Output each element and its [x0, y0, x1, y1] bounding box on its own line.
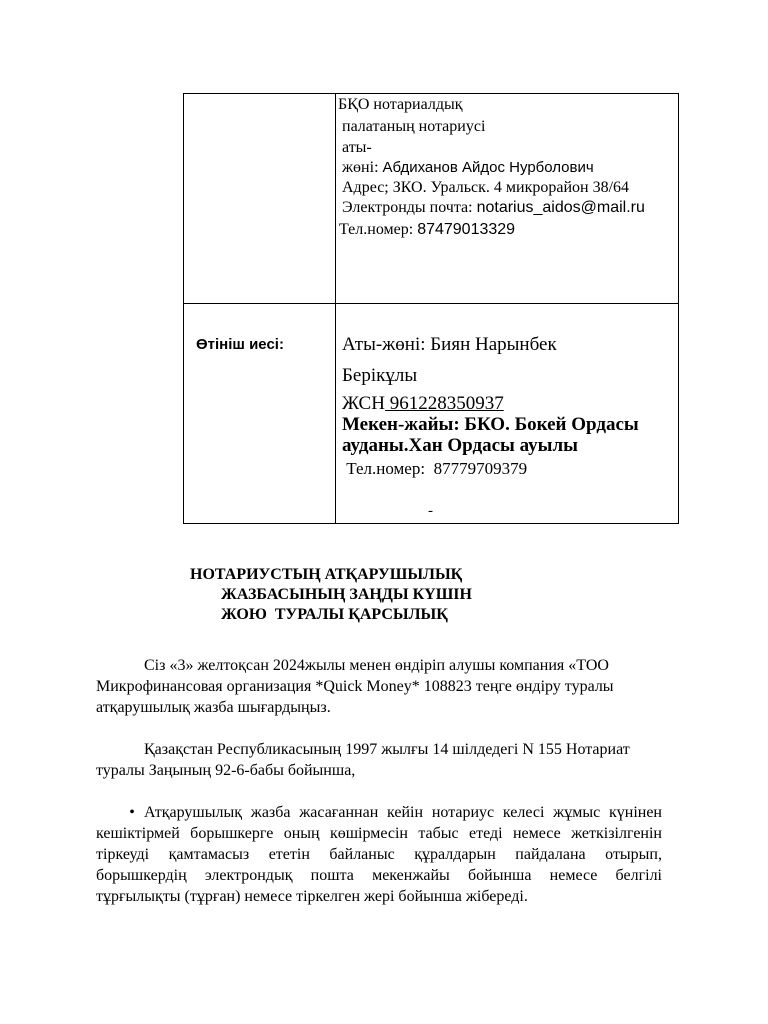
title-line1: НОТАРИУСТЫҢ АТҚАРУШЫЛЫҚ: [190, 566, 463, 583]
notary-title-line: палатаның нотариусі: [342, 118, 486, 135]
document-title: [190, 565, 550, 625]
applicant-label: Өтініш иесі:: [196, 336, 284, 353]
applicant-dash: -: [428, 503, 433, 519]
bullet-symbol: •: [129, 804, 135, 821]
header-table: [183, 93, 679, 524]
title-line2: ЖАЗБАСЫНЫҢ ЗАҢДЫ КҮШІН: [221, 586, 472, 603]
bullet-item: [96, 802, 662, 907]
applicant-name-line2: Берікұлы: [342, 365, 418, 386]
applicant-address-line1: Мекен-жайы: БКО. Бокей Ордасы: [342, 414, 639, 435]
bullet-text: Атқарушылық жазба жасағаннан кейін нотариус келесі жұмыс күнінен кешіктірмей борышкерге оның көшірмесін табыс етеді немесе жеткізілгенін тіркеуді қамтамасыз ететін байланыс құралдарын пайдалана отырып, борышкердің электрондық пошта мекенжайы бойынша немесе белгілі тұрғылықты (тұрған) немесе тіркелген жері бойынша жібереді.: [96, 804, 662, 905]
notary-name-label: жөні:: [342, 159, 383, 176]
applicant-iin-value: 961228350937: [384, 393, 504, 414]
applicant-address-line2: ауданы.Хан Ордасы ауылы: [342, 435, 578, 456]
notary-phone-value: 87479013329: [417, 221, 516, 238]
table-column-divider: [335, 94, 336, 523]
applicant-phone: Тел.номер: 87779709379: [342, 459, 528, 478]
notary-name-label-line: аты-: [342, 139, 372, 156]
title-line3: ЖОЮ ТУРАЛЫ ҚАРСЫЛЫҚ: [221, 606, 448, 623]
notary-email-line: [342, 200, 645, 216]
notary-phone-label: Тел.номер:: [339, 221, 418, 238]
notary-address: Адрес; ЗКО. Уральск. 4 микрорайон 38/64: [342, 179, 630, 196]
notary-email-value: notarius_aidos@mail.ru: [476, 199, 645, 216]
paragraph-issuance: Сіз «3» желтоқсан 2024жылы менен өндіріп алушы компания «ТОО Микрофинансовая организация *Quick Money* 108823 теңге өндіру туралы атқарушылық жазба шығардыңыз.: [96, 657, 614, 716]
applicant-name-line1: Аты-жөні: Биян Нарынбек: [342, 334, 557, 355]
paragraph-law-reference: Қазақстан Республикасының 1997 жылғы 14 шілдедегі N 155 Нотариат туралы Заңының 92-6-бабы бойынша,: [96, 741, 630, 779]
notary-email-label: Электронды почта:: [342, 199, 477, 216]
notary-phone-line: [339, 222, 515, 238]
applicant-iin-label: ЖСН: [342, 393, 385, 414]
applicant-iin-line: [342, 394, 504, 413]
notary-name-value: Абдиханов Айдос Нурболович: [382, 159, 594, 176]
notary-name-line: [342, 160, 594, 176]
table-row-divider: [184, 303, 678, 304]
notary-chamber-line: БҚО нотариалдық: [338, 96, 463, 113]
